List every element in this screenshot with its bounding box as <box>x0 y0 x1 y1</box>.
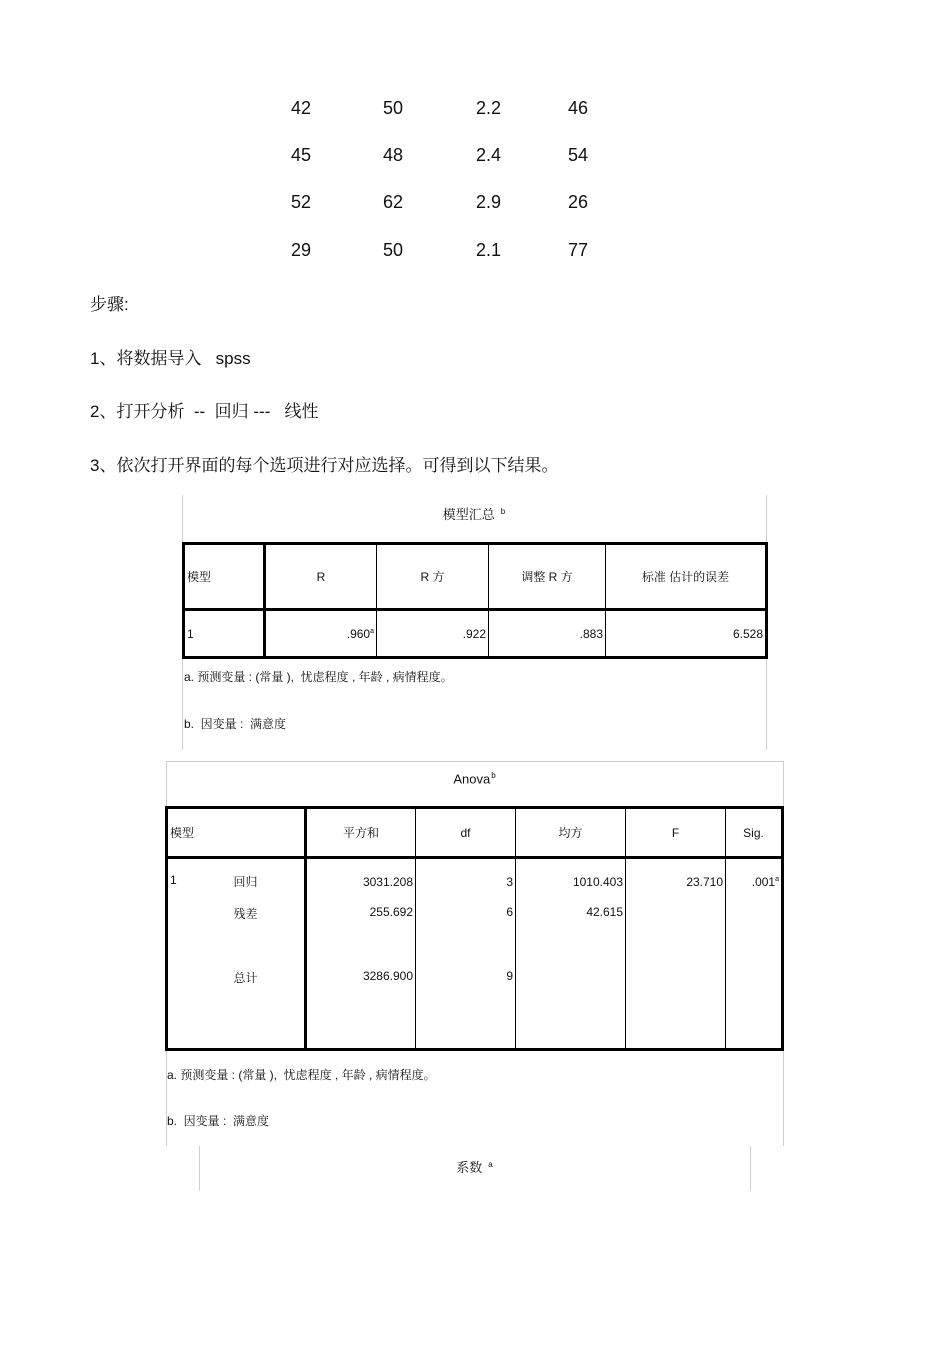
header-cell: R 方 <box>377 544 489 610</box>
value-cell: .001$^a$ <box>726 858 783 905</box>
header-cell: 平方和 <box>306 808 416 858</box>
value-cell: 42.615 <box>516 905 626 955</box>
value-cell: 1010.403 <box>516 858 626 905</box>
anova-table <box>165 806 784 1051</box>
row-label: 总计 <box>234 955 306 1050</box>
model-cell: 1 <box>184 610 265 658</box>
value-cell <box>626 905 726 955</box>
value-cell: 3 <box>416 858 516 905</box>
header-cell: Sig. <box>726 808 783 858</box>
model-summary-title: 模型汇总 $^b$ <box>442 506 506 522</box>
anova-title: Anova$^b$ <box>453 771 496 787</box>
footnote-b: b. 因变量 : 满意度 <box>167 1114 270 1128</box>
model-cell: 1 <box>167 858 234 1050</box>
value-cell: 9 <box>416 955 516 1050</box>
data-cell: 42 <box>291 98 312 118</box>
footnote-a: a. 预测变量 : (常量 ), 忧虑程度 , 年龄 , 病情程度。 <box>184 670 453 684</box>
value-cell <box>726 905 783 955</box>
value-cell <box>626 955 726 1050</box>
data-cell: 62 <box>383 192 404 212</box>
row-label: 回归 <box>234 858 306 905</box>
step-2: 2、打开分析 -- 回归 --- 线性 <box>90 402 319 421</box>
value-cell: 3031.208 <box>306 858 416 905</box>
data-cell: 52 <box>291 192 312 212</box>
step-3: 3、依次打开界面的每个选项进行对应选择。可得到以下结果。 <box>90 456 559 475</box>
data-cell: 29 <box>291 240 312 260</box>
value-cell: 255.692 <box>306 905 416 955</box>
header-cell: 调整 R 方 <box>489 544 606 610</box>
footnote-a: a. 预测变量 : (常量 ), 忧虑程度 , 年龄 , 病情程度。 <box>167 1068 436 1082</box>
value-cell <box>516 955 626 1050</box>
header-cell: 模型 <box>167 808 306 858</box>
frame-line <box>750 1146 751 1191</box>
model-summary-table <box>182 542 768 659</box>
value-cell: 3286.900 <box>306 955 416 1050</box>
value-cell: 23.710 <box>626 858 726 905</box>
data-cell: 2.9 <box>476 192 502 212</box>
data-cell: 54 <box>568 145 589 165</box>
data-cell: 48 <box>383 145 404 165</box>
data-cell: 45 <box>291 145 312 165</box>
data-cell: 77 <box>568 240 589 260</box>
data-cell: 50 <box>383 98 404 118</box>
value-cell: .960$^a$ <box>265 610 377 658</box>
value-cell: 6 <box>416 905 516 955</box>
coefficients-title: 系数 $^a$ <box>456 1159 493 1175</box>
row-label: 残差 <box>234 905 306 955</box>
footnote-b: b. 因变量 : 满意度 <box>184 717 287 731</box>
header-cell: 模型 <box>184 544 265 610</box>
data-cell: 46 <box>568 98 589 118</box>
step-1: 1、将数据导入 spss <box>90 349 251 368</box>
header-cell: 均方 <box>516 808 626 858</box>
data-cell: 2.2 <box>476 98 502 118</box>
data-cell: 2.4 <box>476 145 502 165</box>
header-cell: R <box>265 544 377 610</box>
data-cell: 50 <box>383 240 404 260</box>
header-cell: df <box>416 808 516 858</box>
value-cell: .883 <box>489 610 606 658</box>
header-cell: 标准 估计的误差 <box>606 544 767 610</box>
data-cell: 26 <box>568 192 589 212</box>
frame-line <box>166 761 784 762</box>
steps-title: 步骤: <box>90 295 129 314</box>
value-cell: 6.528 <box>606 610 767 658</box>
value-cell <box>726 955 783 1050</box>
data-cell: 2.1 <box>476 240 502 260</box>
header-cell: F <box>626 808 726 858</box>
value-cell: .922 <box>377 610 489 658</box>
